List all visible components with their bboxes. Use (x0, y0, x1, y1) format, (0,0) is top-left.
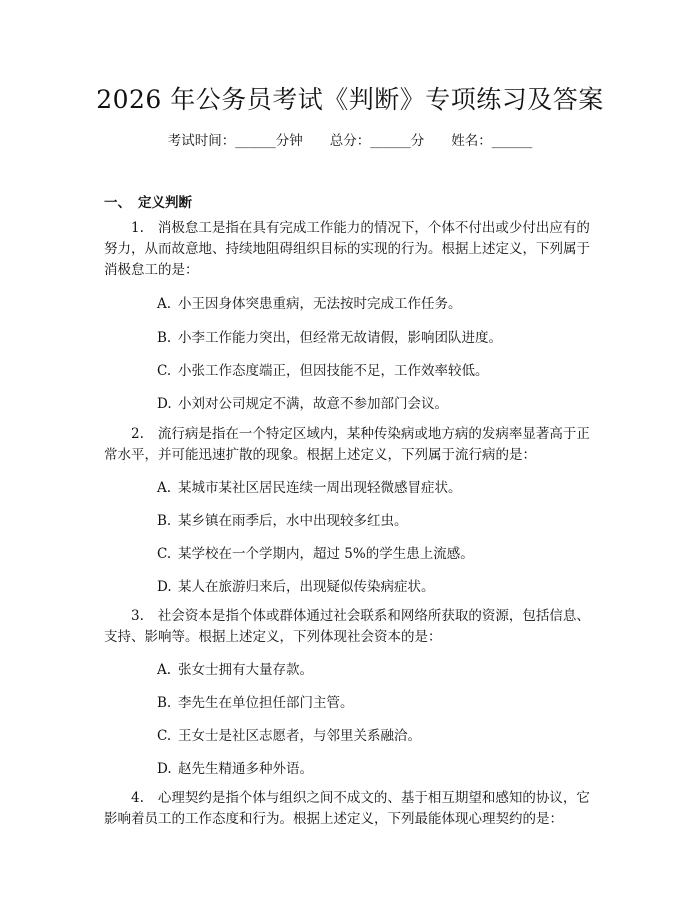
option-label: D. (157, 761, 172, 777)
option-text: 小张工作态度端正，但因技能不足，工作效率较低。 (178, 363, 489, 379)
option-label: D. (157, 579, 172, 595)
question-3-option-d (157, 759, 313, 779)
question-2-option-a (157, 478, 462, 498)
question-3-option-a (157, 660, 313, 680)
option-text: 某乡镇在雨季后，水中出现较多红虫。 (178, 513, 408, 529)
section-heading (104, 193, 192, 213)
section-title: 定义判断 (138, 195, 192, 211)
question-number: 2. (131, 426, 144, 442)
question-2-option-c (157, 544, 474, 564)
option-label: A. (157, 296, 172, 312)
option-text: 小王因身体突患重病，无法按时完成工作任务。 (178, 296, 462, 312)
question-text: 社会资本是指个体或群体通过社会联系和网络所获取的资源，包括信息、支持、影响等。根据上述定义，下列体现社会资本的是： (104, 608, 590, 645)
question-text: 消极怠工是指在具有完成工作能力的情况下，个体不付出或少付出应有的努力，从而故意地、持续地阻碍组织目标的实现的行为。根据上述定义，下列属于消极怠工的是： (104, 220, 590, 278)
option-text: 王女士是社区志愿者，与邻里关系融洽。 (178, 728, 421, 744)
question-3-option-b (157, 693, 354, 713)
option-text: 张女士拥有大量存款。 (178, 662, 313, 678)
question-2 (104, 424, 601, 466)
question-1-option-d (157, 394, 448, 414)
option-label: B. (157, 330, 172, 346)
question-1-option-b (157, 328, 502, 348)
option-label: A. (157, 480, 172, 496)
option-label: C. (157, 728, 172, 744)
option-text: 李先生在单位担任部门主管。 (178, 695, 354, 711)
document-title: 2026 年公务员考试《判断》专项练习及答案 (96, 85, 604, 114)
question-4 (104, 788, 601, 830)
option-label: A. (157, 662, 172, 678)
option-text: 某城市某社区居民连续一周出现轻微感冒症状。 (178, 480, 462, 496)
question-1-option-c (157, 361, 489, 381)
option-label: B. (157, 513, 172, 529)
question-3-option-c (157, 726, 421, 746)
question-text: 流行病是指在一个特定区域内，某种传染病或地方病的发病率显著高于正常水平，并可能迅速扩散的现象。根据上述定义，下列属于流行病的是： (104, 426, 590, 463)
option-text: 某人在旅游归来后，出现疑似传染病症状。 (178, 579, 435, 595)
option-text: 赵先生精通多种外语。 (178, 761, 313, 777)
section-number: 一、 (104, 195, 131, 211)
question-1-option-a (157, 294, 462, 314)
question-2-option-d (157, 577, 435, 597)
option-label: C. (157, 546, 172, 562)
option-text: 某学校在一个学期内，超过 5%的学生患上流感。 (178, 546, 474, 562)
question-number: 3. (131, 608, 144, 624)
question-2-option-b (157, 511, 408, 531)
exam-info-line: 考试时间：______分钟 总分：______分 姓名：______ (167, 133, 533, 149)
question-1 (104, 218, 601, 281)
question-number: 4. (131, 790, 144, 806)
question-3 (104, 606, 601, 648)
option-text: 小刘对公司规定不满，故意不参加部门会议。 (178, 396, 448, 412)
option-text: 小李工作能力突出，但经常无故请假，影响团队进度。 (178, 330, 502, 346)
question-number: 1. (131, 220, 144, 236)
option-label: C. (157, 363, 172, 379)
option-label: D. (157, 396, 172, 412)
option-label: B. (157, 695, 172, 711)
question-text: 心理契约是指个体与组织之间不成文的、基于相互期望和感知的协议，它影响着员工的工作态度和行为。根据上述定义，下列最能体现心理契约的是： (104, 790, 590, 827)
